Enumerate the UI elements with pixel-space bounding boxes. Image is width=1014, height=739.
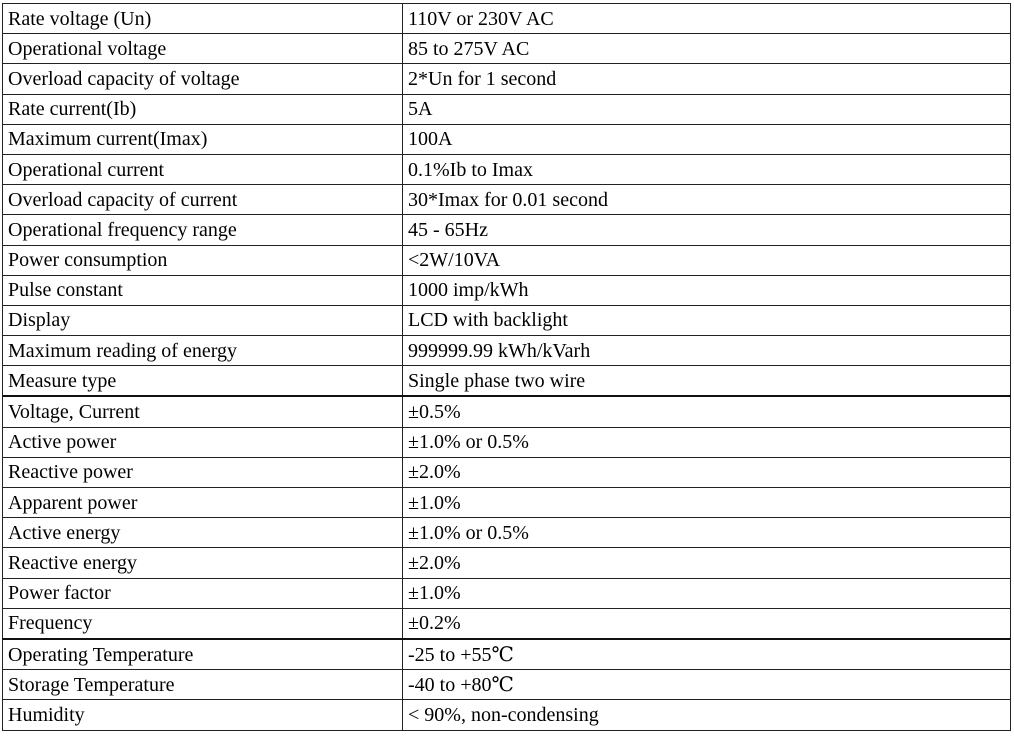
table-row [3, 245, 1011, 275]
spec-value: LCD with backlight [403, 305, 1011, 335]
spec-label: Overload capacity of current [3, 185, 403, 215]
spec-label: Operational voltage [3, 34, 403, 64]
spec-value: ±1.0% [403, 578, 1011, 608]
spec-label: Active energy [3, 518, 403, 548]
spec-value: 2*Un for 1 second [403, 64, 1011, 94]
spec-value: <2W/10VA [403, 245, 1011, 275]
spec-value: 45 - 65Hz [403, 215, 1011, 245]
table-row [3, 64, 1011, 94]
table-row [3, 275, 1011, 305]
spec-label: Measure type [3, 366, 403, 397]
table-row [3, 34, 1011, 64]
spec-value: ±1.0% or 0.5% [403, 427, 1011, 457]
spec-value: -25 to +55℃ [403, 639, 1011, 670]
spec-label: Maximum reading of energy [3, 336, 403, 366]
spec-value: 999999.99 kWh/kVarh [403, 336, 1011, 366]
table-row [3, 488, 1011, 518]
table-row [3, 124, 1011, 154]
spec-value: 1000 imp/kWh [403, 275, 1011, 305]
spec-label: Operating Temperature [3, 639, 403, 670]
table-row [3, 548, 1011, 578]
spec-label: Power consumption [3, 245, 403, 275]
spec-label: Rate voltage (Un) [3, 4, 403, 34]
spec-value: ±0.5% [403, 396, 1011, 427]
spec-label: Power factor [3, 578, 403, 608]
spec-label: Humidity [3, 700, 403, 730]
spec-label: Operational frequency range [3, 215, 403, 245]
spec-label: Apparent power [3, 488, 403, 518]
spec-label: Display [3, 305, 403, 335]
spec-value: ±0.2% [403, 608, 1011, 639]
table-row [3, 670, 1011, 700]
spec-value: 110V or 230V AC [403, 4, 1011, 34]
table-row [3, 427, 1011, 457]
table-row [3, 700, 1011, 730]
spec-value: -40 to +80℃ [403, 670, 1011, 700]
spec-value: ±2.0% [403, 548, 1011, 578]
spec-value: Single phase two wire [403, 366, 1011, 397]
table-row [3, 366, 1011, 397]
spec-value: 0.1%Ib to Imax [403, 154, 1011, 184]
spec-value: 85 to 275V AC [403, 34, 1011, 64]
table-row [3, 336, 1011, 366]
table-row [3, 457, 1011, 487]
specification-table-body [3, 4, 1011, 731]
spec-label: Active power [3, 427, 403, 457]
table-row [3, 518, 1011, 548]
spec-label: Frequency [3, 608, 403, 639]
spec-value: 100A [403, 124, 1011, 154]
spec-value: < 90%, non-condensing [403, 700, 1011, 730]
table-row [3, 578, 1011, 608]
spec-label: Overload capacity of voltage [3, 64, 403, 94]
table-row [3, 305, 1011, 335]
table-row [3, 396, 1011, 427]
spec-value: ±2.0% [403, 457, 1011, 487]
table-row [3, 4, 1011, 34]
spec-value: ±1.0% [403, 488, 1011, 518]
table-row [3, 185, 1011, 215]
spec-label: Pulse constant [3, 275, 403, 305]
table-row [3, 215, 1011, 245]
table-row [3, 154, 1011, 184]
spec-value: ±1.0% or 0.5% [403, 518, 1011, 548]
spec-label: Maximum current(Imax) [3, 124, 403, 154]
table-row [3, 608, 1011, 639]
spec-value: 5A [403, 94, 1011, 124]
spec-label: Storage Temperature [3, 670, 403, 700]
spec-label: Rate current(Ib) [3, 94, 403, 124]
spec-label: Reactive energy [3, 548, 403, 578]
specification-table [2, 3, 1011, 731]
table-row [3, 94, 1011, 124]
spec-label: Operational current [3, 154, 403, 184]
spec-label: Reactive power [3, 457, 403, 487]
spec-value: 30*Imax for 0.01 second [403, 185, 1011, 215]
spec-label: Voltage, Current [3, 396, 403, 427]
table-row [3, 639, 1011, 670]
